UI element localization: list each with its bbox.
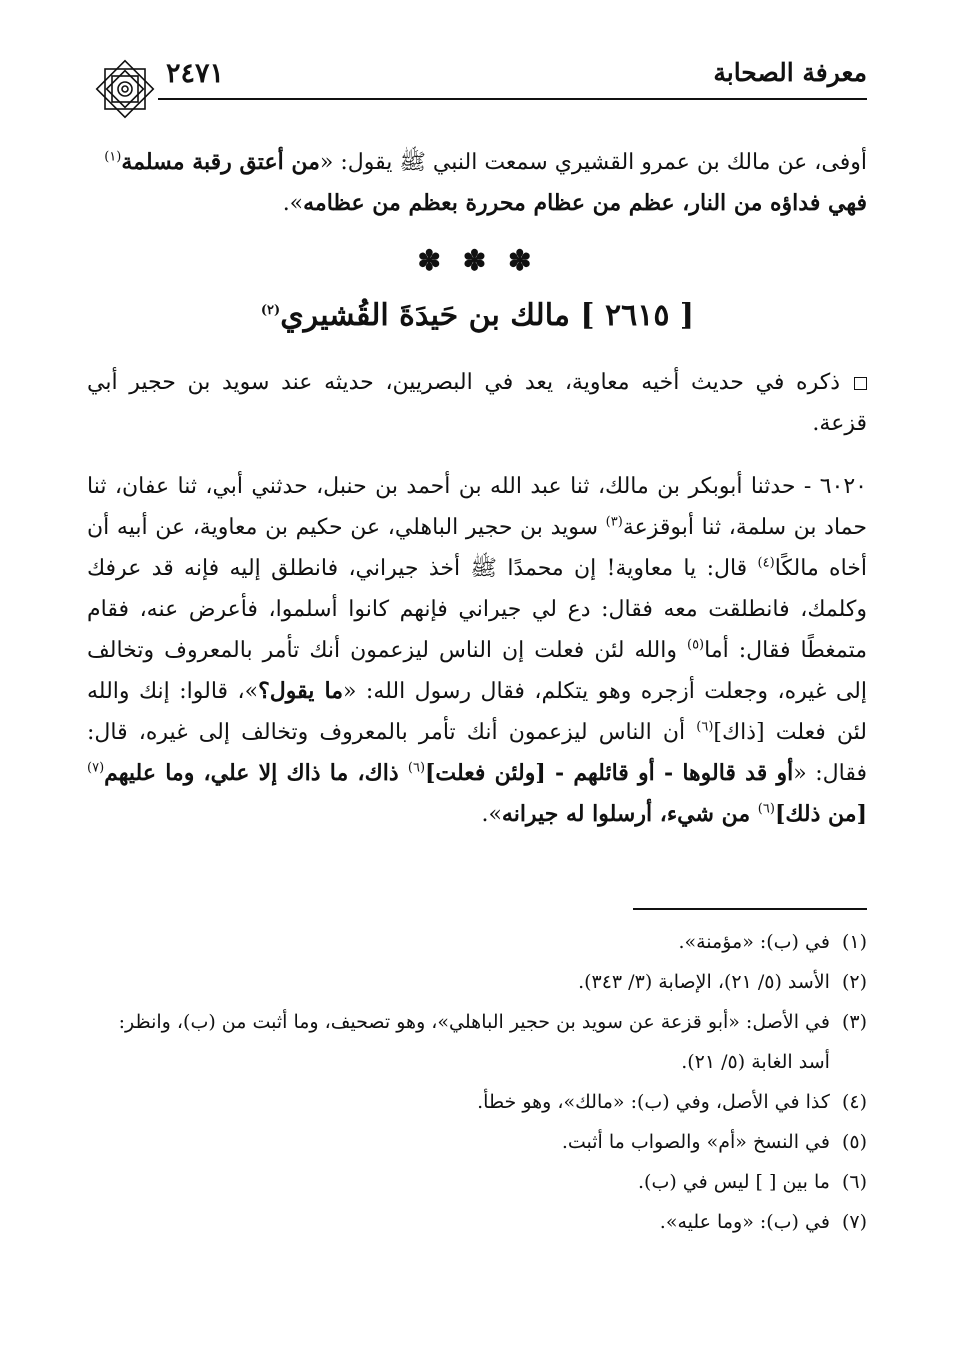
footnote-ref: (٣) <box>605 514 623 530</box>
footnote-rule <box>633 908 867 910</box>
hadith-quote-bold: [من ذلك] <box>774 801 867 827</box>
footnote-text: في (ب): «مؤمنة». <box>678 931 830 953</box>
hadith-text: والله لئن فعلت إن الناس ليزعمون أنك تأمر بالمعروف وتخالف إلى غيره، وجعلت أزجره وهو يتكلم، فقال رسول الله: « <box>87 638 867 704</box>
header-rule <box>158 98 867 100</box>
intro-end: ». <box>282 191 304 216</box>
footnote-number: (٦) <box>841 1171 867 1193</box>
footnote-number: (٥) <box>841 1131 867 1153</box>
footnote-number: (٢) <box>841 971 867 993</box>
intro-quote-bold: من أعتق رقبة مسلمة <box>121 149 320 175</box>
footnote-item <box>87 1202 867 1242</box>
section-separator: ✽ ✽ ✽ <box>417 244 538 277</box>
footnote-item <box>87 1082 867 1122</box>
hadith-text: سويد بن حجير الباهلي، عن حكيم بن معاوية، عن أبيه أن أخاه مالكًا <box>87 515 868 581</box>
hadith-quote-bold: من شيء، أرسلوا له جيرانه <box>501 801 758 827</box>
hadith-text: ٦٠٢٠ - حدثنا أبوبكر بن مالك، ثنا عبد الله بن أحمد بن حنبل، حدثني أبي، ثنا عفان، ثنا حماد بن سلمة، ثنا أبوقزعة <box>87 474 867 540</box>
footnote-number: (٤) <box>841 1091 867 1113</box>
footnote-ref: (٥) <box>686 637 705 653</box>
footnote-number: (٧) <box>841 1211 867 1233</box>
hadith-paragraph <box>87 466 867 835</box>
footnote-text: الأسد (٥/ ٢١)، الإصابة (٣/ ٣٤٣). <box>578 971 830 993</box>
hadith-quote-bold: ذاك، ما ذاك إلا علي، وما عليهم <box>104 760 408 786</box>
footnote-ref: (٦) <box>757 801 775 817</box>
footnote-text: كذا في الأصل، وفي (ب): «مالك»، وهو خطأ. <box>477 1091 830 1113</box>
footnote-ref: (٧) <box>87 760 105 776</box>
ornament-icon <box>92 56 158 122</box>
intro-paragraph <box>87 142 867 224</box>
footnote-item <box>87 1162 867 1202</box>
footnotes <box>87 922 867 1242</box>
square-bullet-icon <box>854 377 867 390</box>
footnote-ref: (١) <box>104 149 122 165</box>
intro-text: أوفى، عن مالك بن عمرو القشيري سمعت النبي ﷺ يقول: « <box>319 150 867 175</box>
intro-quote-bold-2: فهي فداؤه من النار، عظم من عظام محررة بعظم من عظامه <box>303 190 867 216</box>
running-header-title: معرفة الصحابة <box>713 58 867 87</box>
hadith-quote-bold: ما يقول؟ <box>258 678 343 704</box>
footnote-number: (٣) <box>841 1011 867 1033</box>
footnote-number: (١) <box>841 931 867 953</box>
footnote-ref: (٦) <box>696 719 714 735</box>
entry-heading-text: [ ٢٦١٥ ] مالك بن حَيدَةَ القُشيري <box>280 298 695 333</box>
footnote-text: في الأصل: «أبو قزعة عن سويد بن حجير الباهلي»، وهو تصحيف، وما أثبت من (ب)، وانظر: أسد الغابة (٥/ ٢١). <box>118 1011 830 1073</box>
entry-heading <box>0 298 955 333</box>
entry-summary-text: ذكره في حديث أخيه معاوية، يعد في البصريين، حديثه عند سويد بن حجير أبي قزعة. <box>87 370 867 436</box>
hadith-text: ». <box>481 802 502 827</box>
footnote-ref: (٢) <box>260 303 281 318</box>
footnote-ref: (٦) <box>407 760 426 776</box>
hadith-quote-bold: أو قد قالوها - أو قائلهم - [ولئن فعلت] <box>425 760 794 786</box>
page-number: ٢٤٧١ <box>166 58 225 89</box>
footnote-item <box>87 1122 867 1162</box>
footnote-text: ما بين [ ] ليس في (ب). <box>638 1171 830 1193</box>
footnote-ref: (٤) <box>757 555 775 571</box>
hadith-text: أن الناس ليزعمون أنك تأمر بالمعروف وتخالف إلى غيره، قال: فقال: « <box>87 720 867 786</box>
hadith-text: قال: يا معاوية! إن محمدًا ﷺ أخذ جيراني، فانطلق إليه فإنه قد عرفك وكلمك، فانطلقت معه فقال: دع لي جيراني فإنهم كانوا أسلموا، فأعرض عنه، فقام متمغطًا فقال: أما <box>87 556 868 663</box>
entry-summary <box>87 362 867 444</box>
footnote-text: في (ب): «وما عليه». <box>659 1211 830 1233</box>
footnote-item <box>87 962 867 1002</box>
hadith-text: »، قالوا: إنك والله لئن فعلت [ذاك] <box>87 679 867 745</box>
footnote-item <box>87 922 867 962</box>
footnote-item <box>87 1002 867 1082</box>
footnote-text: في النسخ «أم» والصواب ما أثبت. <box>561 1131 830 1153</box>
